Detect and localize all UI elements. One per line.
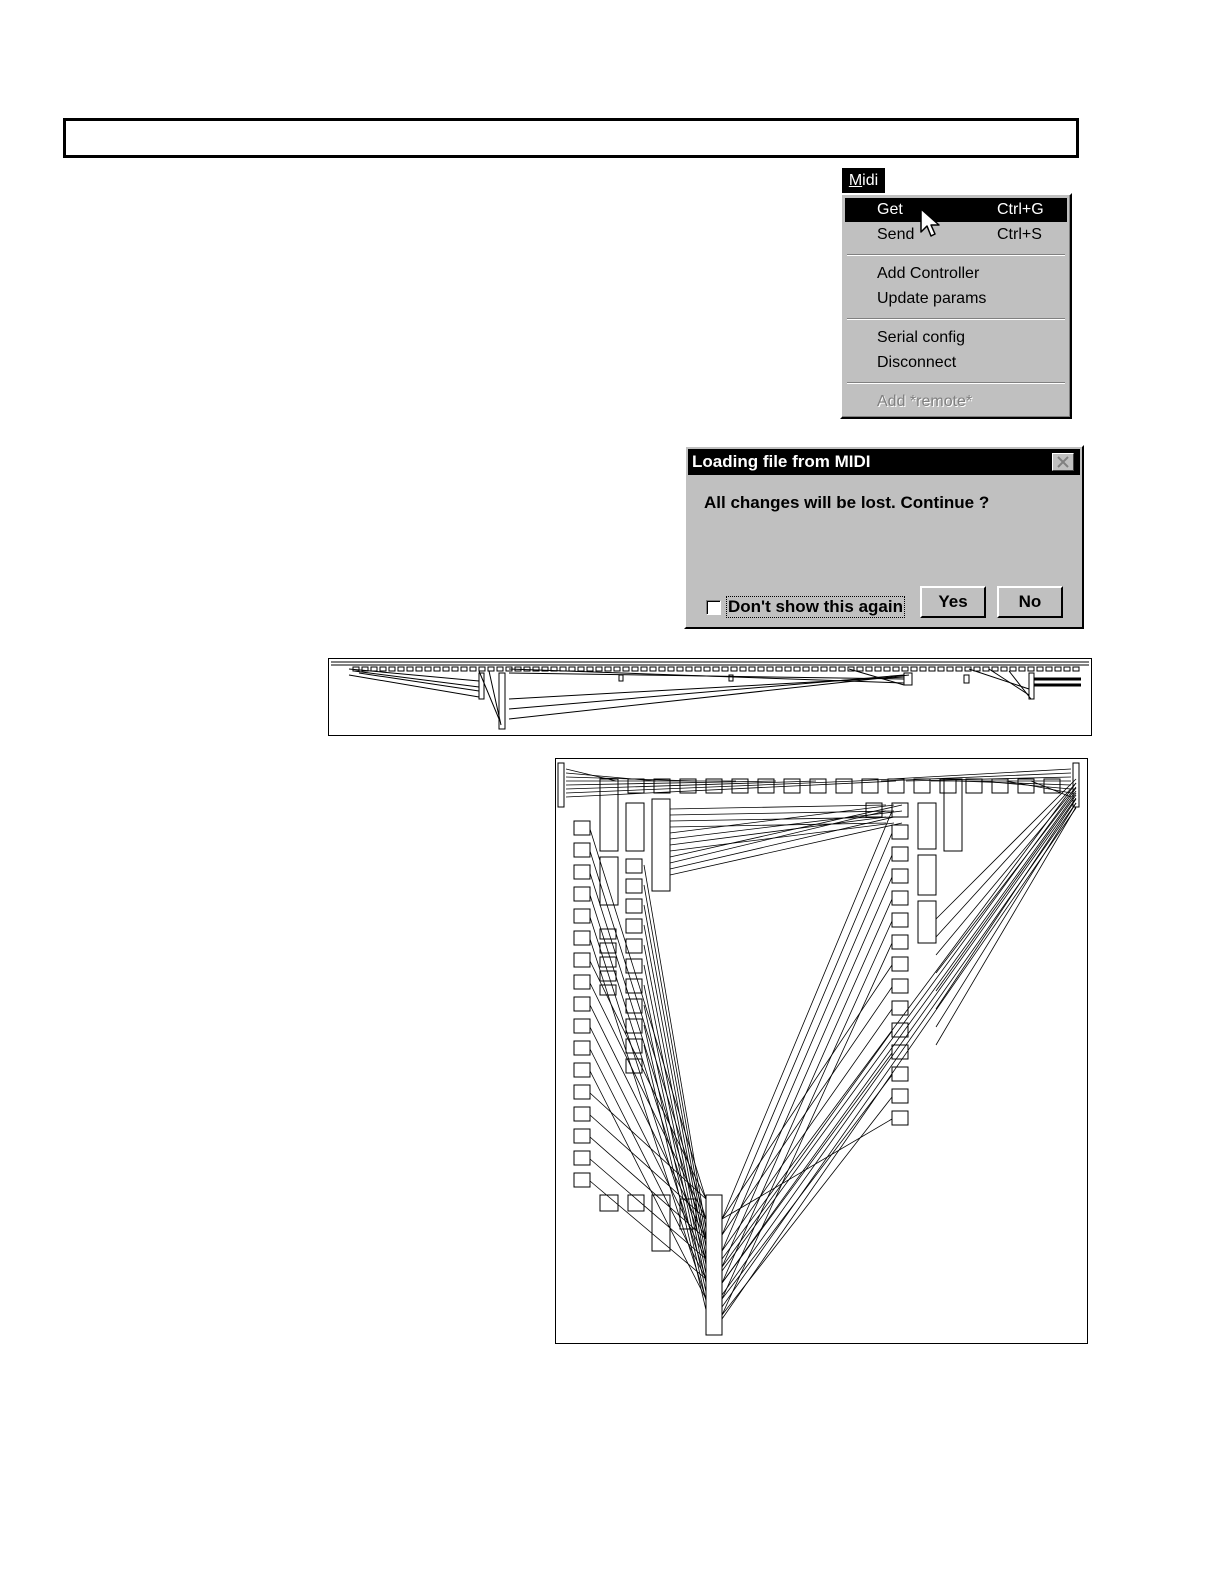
patch-strip-graphic	[329, 659, 1091, 735]
close-icon	[1057, 456, 1069, 468]
menu-item-add-controller[interactable]: Add Controller	[877, 265, 980, 282]
menu-item-update-params[interactable]: Update params	[877, 290, 987, 307]
loading-dialog	[684, 445, 1084, 629]
patch-detail-map	[555, 758, 1088, 1344]
menu-item-disconnect[interactable]: Disconnect	[877, 354, 957, 371]
yes-button[interactable]: Yes	[920, 586, 986, 618]
patch-overview-strip	[328, 658, 1092, 736]
no-button[interactable]: No	[997, 586, 1063, 618]
menu-separator	[847, 382, 1065, 384]
close-button[interactable]	[1052, 453, 1074, 471]
dialog-titlebar[interactable]	[688, 449, 1080, 475]
dialog-title: Loading file from MIDI	[692, 452, 871, 471]
menu-separator	[847, 318, 1065, 320]
dont-show-again-label[interactable]: Don't show this again	[728, 597, 903, 616]
menu-item-get[interactable]: Get Ctrl+G	[845, 198, 1067, 222]
midi-menu	[840, 193, 1072, 419]
menu-item-serial-config[interactable]: Serial config	[877, 329, 966, 346]
menu-title-midi[interactable]: Midi	[842, 168, 885, 193]
page-header-frame	[63, 118, 1079, 158]
dialog-message: All changes will be lost. Continue ?	[704, 493, 990, 512]
dont-show-again-checkbox[interactable]	[706, 600, 721, 615]
menu-item-add-remote: Add *remote*	[877, 393, 973, 410]
menu-item-send[interactable]: Send Ctrl+S	[877, 226, 1042, 243]
arrow-pointer-icon	[920, 208, 942, 240]
patch-map-graphic	[556, 759, 1087, 1343]
menu-separator	[847, 254, 1065, 256]
